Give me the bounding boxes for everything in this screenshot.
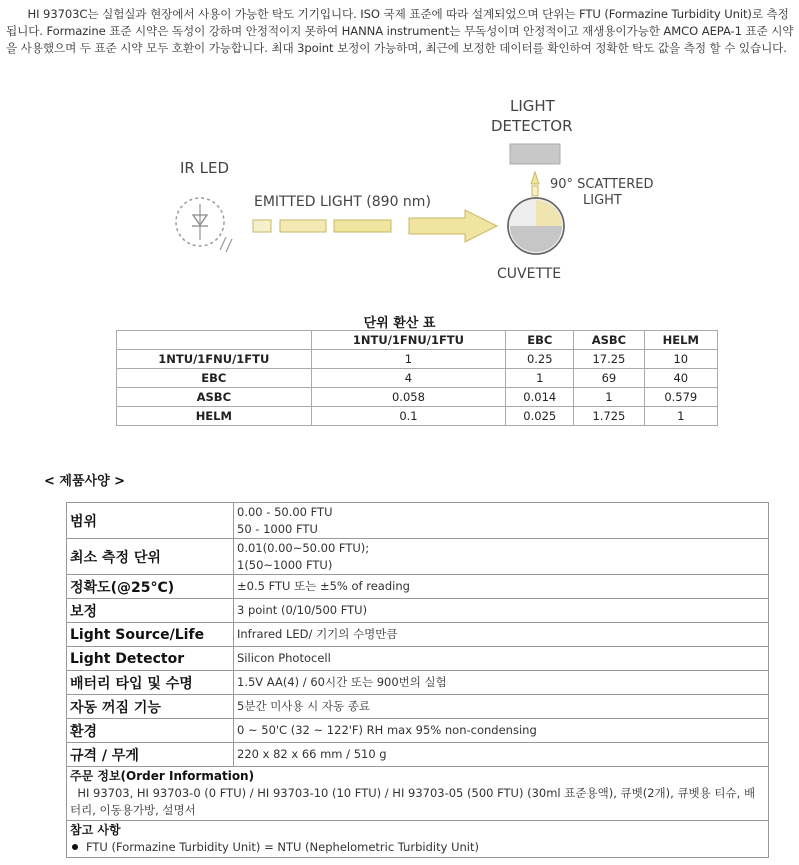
spec-value: Silicon Photocell [234,647,769,671]
spec-value [234,539,769,575]
spec-table [66,502,769,858]
spec-value: 1.5V AA(4) / 60시간 또는 900번의 실험 [234,671,769,695]
table-cell: 1 [311,350,506,369]
table-cell: 0.025 [506,407,574,426]
spec-key: Light Detector [67,647,234,671]
table-cell: 69 [574,369,644,388]
table-header-cell: ASBC [574,331,644,350]
table-cell: 0.25 [506,350,574,369]
detector-label-2: DETECTOR [491,117,573,135]
order-info-title: 주문 정보(Order Information) [70,769,255,783]
note-item [70,839,765,856]
spec-row [67,647,769,671]
spec-row [67,623,769,647]
row-header: HELM [117,407,312,426]
spec-key: 최소 측정 단위 [67,539,234,575]
spec-row [67,719,769,743]
cuvette-label: CUVETTE [497,266,562,282]
table-cell: 0.058 [311,388,506,407]
table-cell: 4 [311,369,506,388]
table-cell: 0.014 [506,388,574,407]
ir-led-icon [176,198,232,252]
scatter-label-1: 90° SCATTERED [550,177,654,192]
conversion-table [116,330,718,426]
spec-value: 0 ~ 50'C (32 ~ 122'F) RH max 95% non-condensing [234,719,769,743]
spec-row [67,695,769,719]
cuvette-icon [508,198,564,254]
detector-label-1: LIGHT [510,97,555,115]
spec-key: 배터리 타입 및 수명 [67,671,234,695]
spec-value: ±0.5 FTU 또는 ±5% of reading [234,575,769,599]
light-beam-icon [253,210,497,242]
table-cell: 1 [644,407,717,426]
row-header: ASBC [117,388,312,407]
spec-row [67,671,769,695]
table-row [117,369,718,388]
spec-value: Infrared LED/ 기기의 수명만큼 [234,623,769,647]
table-cell: 0.579 [644,388,717,407]
spec-value-line: 50 - 1000 FTU [237,521,318,536]
row-header: EBC [117,369,312,388]
spec-key: 정확도(@25°C) [67,575,234,599]
table-cell: 40 [644,369,717,388]
row-header: 1NTU/1FNU/1FTU [117,350,312,369]
spec-key: 규격 / 무게 [67,743,234,767]
table-cell: 17.25 [574,350,644,369]
note-title: 참고 사항 [70,823,121,837]
note-text: FTU (Formazine Turbidity Unit) = NTU (Nephelometric Turbidity Unit) [86,840,479,854]
turbidity-diagram [160,92,680,292]
spec-row [67,743,769,767]
spec-value-line: 0.00 - 50.00 FTU [237,504,333,519]
spec-row [67,575,769,599]
order-info-row [67,767,769,821]
ir-led-label: IR LED [180,159,229,177]
spec-value-line: 1(50~1000 FTU) [237,557,333,572]
table-header-cell: 1NTU/1FNU/1FTU [311,331,506,350]
scatter-label-2: LIGHT [583,193,622,208]
spec-key: 자동 꺼짐 기능 [67,695,234,719]
note-cell [67,821,769,858]
table-row [117,407,718,426]
bullet-icon [72,844,78,850]
spec-key: 환경 [67,719,234,743]
intro-text: HI 93703C는 실험실과 현장에서 사용이 가능한 탁도 기기입니다. ISO 국제 표준에 따라 설계되었으며 단위는 FTU (Formazine Turbidity Unit)로 측정됩니다. Formazine 표준 시약은 독성이 강하며 안정적이지 못하여 HANNA instrument는 무독성이며 안정적이고 재생용이가능한 AMCO AEPA-1 표준 시약을 사용했으며 두 표준 시약 모두 호환이 가능합니다. 최대 3point 보정이 가능하며, 최근에 보정한 데이터를 확인하여 정확한 탁도 값을 측정 할 수 있습니다. [6,7,794,55]
intro-paragraph [6,6,796,57]
table-cell: 1 [574,388,644,407]
spec-value: 220 x 82 x 66 mm / 510 g [234,743,769,767]
spec-section-title: < 제품사양 > [44,474,126,489]
spec-value-line: 0.01(0.00~50.00 FTU); [237,540,370,555]
table-header-cell: EBC [506,331,574,350]
table-cell: 1 [506,369,574,388]
spec-row [67,503,769,539]
table-cell: 0.1 [311,407,506,426]
order-info-text [70,785,765,819]
spec-row [67,539,769,575]
spec-row [67,599,769,623]
table-header-cell: HELM [644,331,717,350]
order-info-text-content: HI 93703, HI 93703-0 (0 FTU) / HI 93703-10 (10 FTU) / HI 93703-05 (500 FTU) (30ml 표준용액), 큐벳(2개), 큐벳용 티슈, 배터리, 이동용가방, 설명서 [70,786,756,817]
detector-block [510,144,560,164]
table-row [117,388,718,407]
table-cell: 10 [644,350,717,369]
spec-key: Light Source/Life [67,623,234,647]
spec-key: 보정 [67,599,234,623]
spec-key: 범위 [67,503,234,539]
table-cell: 1.725 [574,407,644,426]
table-row [117,350,718,369]
table-header-cell [117,331,312,350]
spec-value: 5분간 미사용 시 자동 종료 [234,695,769,719]
conversion-table-title: 단위 환산 표 [363,316,436,331]
note-row [67,821,769,858]
table-header-row [117,331,718,350]
emitted-light-label: EMITTED LIGHT (890 nm) [254,194,431,210]
spec-value: 3 point (0/10/500 FTU) [234,599,769,623]
spec-value [234,503,769,539]
order-info-cell [67,767,769,821]
